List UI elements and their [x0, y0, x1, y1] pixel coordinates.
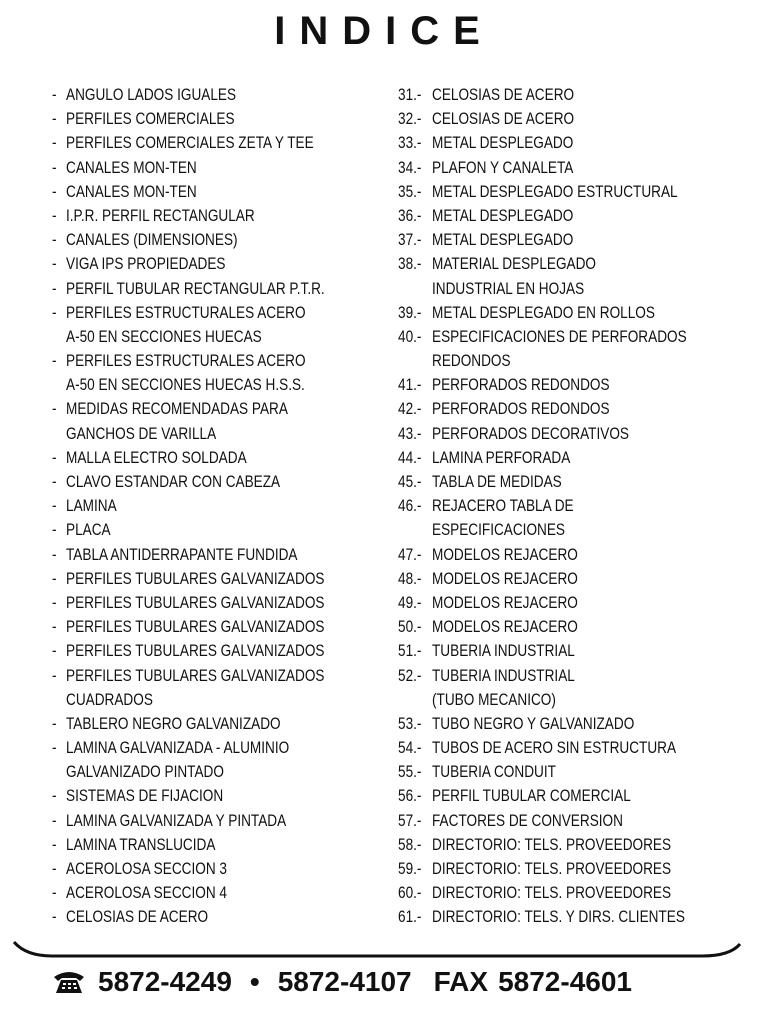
index-right-entry: [398, 397, 758, 421]
entry-line: ACEROLOSA SECCION 4: [66, 883, 227, 903]
entry-number: 58.-: [398, 834, 422, 854]
entry-text: [432, 712, 685, 736]
index-left-entry: [52, 543, 382, 567]
entry-number: -: [52, 713, 57, 733]
entry-line: PERFILES ESTRUCTURALES ACERO: [66, 351, 306, 371]
entry-number: 55.-: [398, 762, 422, 782]
entry-number: -: [52, 447, 57, 467]
index-right-entry: [398, 107, 758, 131]
entry-text: [432, 131, 609, 155]
entry-line: ESPECIFICACIONES DE PERFORADOS: [432, 326, 687, 346]
entry-text: [66, 107, 277, 131]
entry-text: [432, 228, 609, 252]
index-right-entry: [398, 881, 758, 905]
index-left-entry: [52, 204, 382, 228]
entry-number: -: [52, 181, 57, 201]
index-right-entry: [398, 567, 758, 591]
entry-number: 60.-: [398, 883, 422, 903]
entry-line: PLACA: [66, 520, 111, 540]
index-right-entry: [398, 204, 758, 228]
index-left-entry: [52, 470, 382, 494]
index-right-entry: [398, 446, 758, 470]
index-left-entry: [52, 349, 382, 397]
entry-text: [66, 83, 279, 107]
entry-text: [66, 397, 343, 445]
entry-text: [66, 639, 389, 663]
index-left-entry: [52, 446, 382, 470]
entry-text: [432, 543, 614, 567]
index-left-entry: [52, 736, 382, 784]
entry-text: [432, 252, 637, 300]
entry-number: 40.-: [398, 326, 422, 346]
entry-text: [432, 591, 614, 615]
phone-number-2: 5872-4107: [277, 966, 412, 997]
entry-line: A-50 EN SECCIONES HUECAS: [66, 326, 262, 346]
entry-text: [66, 228, 280, 252]
entry-number: 43.-: [398, 423, 422, 443]
entry-line: CANALES MON-TEN: [66, 157, 197, 177]
entry-text: [432, 422, 678, 446]
entry-number: -: [52, 810, 57, 830]
index-right-entry: [398, 905, 758, 929]
index-right-entry: [398, 833, 758, 857]
entry-text: [432, 833, 731, 857]
entry-text: [432, 639, 611, 663]
entry-text: [66, 156, 229, 180]
entry-line: TUBERIA CONDUIT: [432, 762, 556, 782]
index-right-entry: [398, 857, 758, 881]
entry-line: MEDIDAS RECOMENDADAS PARA: [66, 399, 288, 419]
entry-text: [66, 349, 365, 397]
entry-text: [432, 156, 609, 180]
entry-text: [66, 736, 345, 784]
entry-text: [432, 760, 587, 784]
entry-line: INDUSTRIAL EN HOJAS: [432, 278, 585, 298]
index-right-entry: [398, 639, 758, 663]
entry-number: -: [52, 786, 57, 806]
index-right-entry: [398, 325, 758, 373]
entry-line: ESPECIFICACIONES: [432, 520, 566, 540]
contact-footer: [52, 962, 752, 1002]
index-right-entry: [398, 736, 758, 760]
entry-number: 32.-: [398, 109, 422, 129]
index-left-entry: [52, 833, 382, 857]
entry-text: [432, 784, 680, 808]
page-title: INDICE: [274, 9, 494, 53]
entry-text: [66, 518, 122, 542]
entry-line: METAL DESPLEGADO: [432, 133, 574, 153]
bullet-separator: •: [249, 966, 260, 997]
index-right-entry: [398, 712, 758, 736]
entry-line: PERFILES ESTRUCTURALES ACERO: [66, 302, 306, 322]
entry-line: TUBERIA INDUSTRIAL: [432, 665, 575, 685]
index-right-entry: [398, 470, 758, 494]
index-left-entry: [52, 180, 382, 204]
index-right-entry: [398, 301, 758, 325]
entry-text: [432, 180, 739, 204]
entry-line: CANALES MON-TEN: [66, 181, 197, 201]
entry-line: CUADRADOS: [66, 689, 153, 709]
entry-text: [432, 567, 614, 591]
entry-number: 39.-: [398, 302, 422, 322]
entry-line: MODELOS REJACERO: [432, 544, 578, 564]
entry-text: [432, 664, 611, 712]
entry-number: 46.-: [398, 496, 422, 516]
entry-number: -: [52, 302, 57, 322]
entry-text: [66, 567, 389, 591]
entry-number: 49.-: [398, 592, 422, 612]
entry-line: PERFILES TUBULARES GALVANIZADOS: [66, 568, 325, 588]
entry-text: [66, 180, 229, 204]
entry-text: [66, 131, 376, 155]
entry-number: 45.-: [398, 472, 422, 491]
entry-number: 48.-: [398, 568, 422, 588]
entry-text: [66, 301, 365, 349]
entry-number: -: [52, 278, 57, 298]
entry-line: GALVANIZADO PINTADO: [66, 762, 224, 782]
entry-line: LAMINA PERFORADA: [432, 447, 571, 467]
entry-text: [432, 470, 594, 494]
entry-text: [432, 83, 610, 107]
entry-line: MATERIAL DESPLEGADO: [432, 254, 596, 274]
entry-number: 59.-: [398, 859, 422, 878]
entry-line: MODELOS REJACERO: [432, 568, 578, 588]
entry-number: -: [52, 399, 57, 419]
entry-number: -: [52, 109, 57, 129]
entry-text: [66, 591, 389, 615]
entry-line: MODELOS REJACERO: [432, 617, 578, 637]
entry-line: TABLA DE MEDIDAS: [432, 472, 562, 491]
entry-line: PERFIL TUBULAR RECTANGULAR P.T.R.: [66, 278, 325, 298]
entry-number: -: [52, 834, 57, 854]
index-right-entry: [398, 543, 758, 567]
index-left-entry: [52, 228, 382, 252]
entry-line: TUBO NEGRO Y GALVANIZADO: [432, 713, 635, 733]
entry-text: [66, 664, 389, 712]
index-right-entry: [398, 422, 758, 446]
entry-number: -: [52, 254, 57, 274]
index-left-entry: [52, 156, 382, 180]
entry-text: [432, 905, 748, 929]
index-right-entry: [398, 156, 758, 180]
entry-line: PERFORADOS REDONDOS: [432, 399, 610, 419]
entry-text: [66, 905, 244, 929]
entry-text: [66, 277, 389, 301]
fax-label: FAX: [433, 966, 489, 997]
entry-number: -: [52, 568, 57, 588]
entry-line: PERFILES COMERCIALES ZETA Y TEE: [66, 133, 314, 153]
entry-number: -: [52, 157, 57, 177]
entry-text: [66, 204, 302, 228]
index-left-entry: [52, 397, 382, 445]
entry-line: REDONDOS: [432, 351, 511, 371]
entry-text: [66, 252, 265, 276]
entry-text: [432, 397, 654, 421]
entry-line: VIGA IPS PROPIEDADES: [66, 254, 226, 274]
entry-line: LAMINA GALVANIZADA - ALUMINIO: [66, 738, 290, 758]
entry-number: -: [52, 641, 57, 661]
entry-number: -: [52, 496, 57, 516]
entry-line: REJACERO TABLA DE: [432, 496, 574, 516]
entry-line: PERFIL TUBULAR COMERCIAL: [432, 786, 631, 806]
entry-text: [432, 373, 654, 397]
entry-number: 44.-: [398, 447, 422, 467]
entry-text: [432, 881, 731, 905]
entry-number: -: [52, 859, 57, 878]
entry-text: [66, 784, 262, 808]
index-left-entry: [52, 107, 382, 131]
entry-line: A-50 EN SECCIONES HUECAS H.S.S.: [66, 375, 305, 395]
index-left-entry: [52, 664, 382, 712]
entry-line: MALLA ELECTRO SOLDADA: [66, 447, 247, 467]
telephone-icon: [52, 969, 86, 995]
entry-text: [432, 325, 750, 373]
index-left-entry: [52, 712, 382, 736]
entry-line: DIRECTORIO: TELS. Y DIRS. CLIENTES: [432, 907, 685, 927]
entry-number: 57.-: [398, 810, 422, 830]
phone-number-1: 5872-4249: [98, 966, 232, 997]
entry-line: METAL DESPLEGADO EN ROLLOS: [432, 302, 655, 322]
entry-number: 47.-: [398, 544, 422, 564]
entry-line: PERFILES TUBULARES GALVANIZADOS: [66, 592, 325, 612]
entry-text: [432, 857, 731, 881]
entry-text: [66, 615, 389, 639]
entry-line: CELOSIAS DE ACERO: [66, 907, 209, 927]
entry-line: LAMINA GALVANIZADA Y PINTADA: [66, 810, 287, 830]
index-left-entry: [52, 494, 382, 518]
entry-line: PERFILES TUBULARES GALVANIZADOS: [66, 665, 325, 685]
index-right-entry: [398, 228, 758, 252]
entry-number: 42.-: [398, 399, 422, 419]
entry-line: CELOSIAS DE ACERO: [432, 109, 575, 129]
entry-line: MODELOS REJACERO: [432, 592, 578, 612]
entry-text: [66, 543, 355, 567]
index-left-entry: [52, 131, 382, 155]
index-left-entry: [52, 518, 382, 542]
index-left-entry: [52, 615, 382, 639]
entry-text: [66, 446, 292, 470]
entry-line: LAMINA TRANSLUCIDA: [66, 834, 216, 854]
entry-number: 56.-: [398, 786, 422, 806]
entry-text: [66, 470, 334, 494]
entry-text: [66, 857, 267, 881]
index-left-entry: [52, 905, 382, 929]
entry-line: METAL DESPLEGADO: [432, 230, 574, 250]
entry-number: -: [52, 133, 57, 153]
entry-number: 54.-: [398, 738, 422, 758]
entry-number: 53.-: [398, 713, 422, 733]
index-right-entry: [398, 615, 758, 639]
entry-text: [432, 107, 610, 131]
fax-number: 5872-4601: [498, 966, 632, 997]
entry-text: [432, 204, 609, 228]
entry-number: -: [52, 544, 57, 564]
index-right-entry: [398, 494, 758, 542]
entry-line: ACEROLOSA SECCION 3: [66, 859, 227, 878]
entry-text: [432, 301, 711, 325]
entry-number: 37.-: [398, 230, 422, 250]
entry-number: -: [52, 205, 57, 225]
entry-number: 34.-: [398, 157, 422, 177]
entry-number: 33.-: [398, 133, 422, 153]
index-right-entry: [398, 83, 758, 107]
index-left-entry: [52, 277, 382, 301]
entry-text: [432, 615, 614, 639]
index-right-entry: [398, 664, 758, 712]
index-right-entry: [398, 760, 758, 784]
entry-number: -: [52, 230, 57, 250]
entry-line: CELOSIAS DE ACERO: [432, 85, 575, 104]
entry-line: TUBERIA INDUSTRIAL: [432, 641, 575, 661]
entry-number: 36.-: [398, 205, 422, 225]
entry-number: 50.-: [398, 617, 422, 637]
index-left-entry: [52, 881, 382, 905]
index-left-entry: [52, 809, 382, 833]
entry-number: 51.-: [398, 641, 422, 661]
entry-line: PERFORADOS DECORATIVOS: [432, 423, 629, 443]
entry-line: CLAVO ESTANDAR CON CABEZA: [66, 472, 281, 491]
entry-text: [432, 736, 737, 760]
index-left-entry: [52, 83, 382, 107]
index-right-entry: [398, 373, 758, 397]
entry-line: I.P.R. PERFIL RECTANGULAR: [66, 205, 255, 225]
index-left-entry: [52, 591, 382, 615]
entry-text: [432, 494, 609, 542]
entry-line: DIRECTORIO: TELS. PROVEEDORES: [432, 859, 672, 878]
entry-text: [66, 712, 334, 736]
entry-line: PLAFON Y CANALETA: [432, 157, 574, 177]
entry-number: 61.-: [398, 907, 422, 927]
entry-number: -: [52, 520, 57, 540]
entry-line: PERFILES COMERCIALES: [66, 109, 235, 129]
entry-text: [66, 833, 253, 857]
entry-line: (TUBO MECANICO): [432, 689, 556, 709]
entry-line: ANGULO LADOS IGUALES: [66, 85, 237, 104]
entry-line: CANALES (DIMENSIONES): [66, 230, 238, 250]
entry-text: [66, 881, 267, 905]
entry-number: -: [52, 883, 57, 903]
entry-line: PERFILES TUBULARES GALVANIZADOS: [66, 617, 325, 637]
index-left-column: [52, 83, 382, 930]
entry-text: [432, 446, 605, 470]
entry-number: -: [52, 85, 57, 104]
index-right-column: [398, 83, 758, 930]
entry-number: -: [52, 665, 57, 685]
entry-number: -: [52, 907, 57, 927]
index-left-entry: [52, 301, 382, 349]
bottom-rule: [12, 938, 742, 964]
index-left-entry: [52, 252, 382, 276]
entry-line: DIRECTORIO: TELS. PROVEEDORES: [432, 883, 672, 903]
entry-number: 31.-: [398, 85, 422, 104]
index-left-entry: [52, 567, 382, 591]
entry-line: TABLERO NEGRO GALVANIZADO: [66, 713, 281, 733]
entry-number: -: [52, 738, 57, 758]
entry-number: -: [52, 472, 57, 491]
index-left-entry: [52, 784, 382, 808]
entry-number: 38.-: [398, 254, 422, 274]
entry-line: TABLA ANTIDERRAPANTE FUNDIDA: [66, 544, 298, 564]
entry-line: FACTORES DE CONVERSION: [432, 810, 623, 830]
index-right-entry: [398, 809, 758, 833]
entry-line: LAMINA: [66, 496, 117, 516]
index-right-entry: [398, 252, 758, 300]
index-left-entry: [52, 857, 382, 881]
entry-line: METAL DESPLEGADO: [432, 205, 574, 225]
entry-line: GANCHOS DE VARILLA: [66, 423, 217, 443]
entry-line: DIRECTORIO: TELS. PROVEEDORES: [432, 834, 672, 854]
index-right-entry: [398, 131, 758, 155]
index-right-entry: [398, 180, 758, 204]
entry-text: [66, 809, 341, 833]
index-right-entry: [398, 784, 758, 808]
entry-text: [432, 809, 671, 833]
entry-line: SISTEMAS DE FIJACION: [66, 786, 224, 806]
entry-line: PERFORADOS REDONDOS: [432, 375, 610, 395]
index-right-entry: [398, 591, 758, 615]
entry-number: -: [52, 617, 57, 637]
entry-number: 35.-: [398, 181, 422, 201]
entry-number: -: [52, 351, 57, 371]
entry-line: PERFILES TUBULARES GALVANIZADOS: [66, 641, 325, 661]
entry-line: TUBOS DE ACERO SIN ESTRUCTURA: [432, 738, 677, 758]
entry-line: METAL DESPLEGADO ESTRUCTURAL: [432, 181, 678, 201]
entry-number: 41.-: [398, 375, 422, 395]
entry-text: [66, 494, 129, 518]
entry-number: -: [52, 592, 57, 612]
entry-number: 52.-: [398, 665, 422, 685]
index-left-entry: [52, 639, 382, 663]
